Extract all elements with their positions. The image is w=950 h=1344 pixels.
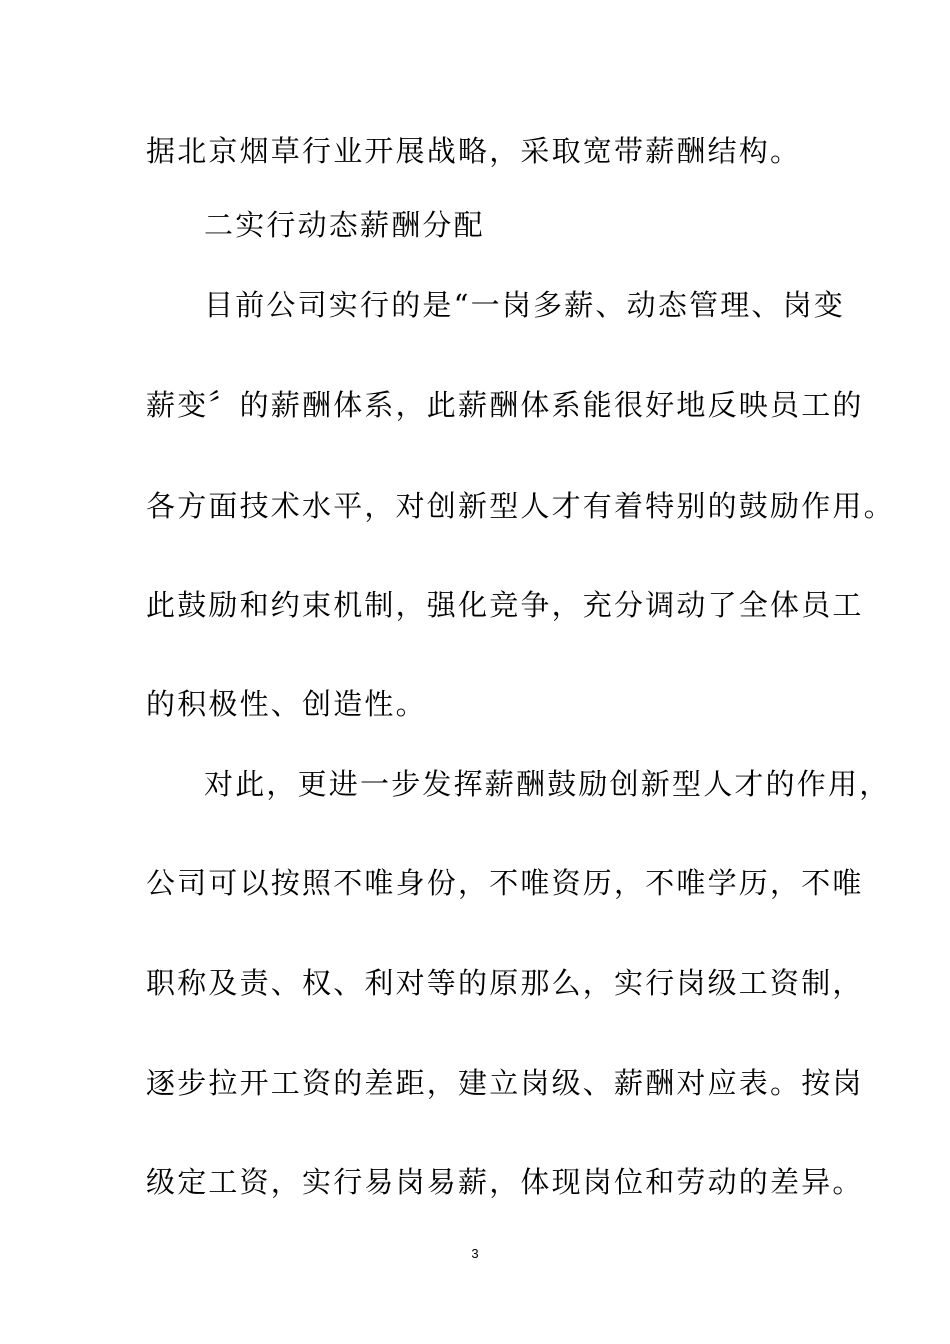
section-heading: 二实行动态薪酬分配: [204, 208, 485, 242]
text-line-12: 级定工资，实行易岗易薪，体现岗位和劳动的差异。: [146, 1165, 864, 1199]
text-line-3: 目前公司实行的是“一岗多薪、动态管理、岗变: [204, 288, 846, 322]
text-line-7: 的积极性、创造性。: [146, 687, 427, 721]
text-line-8: 对此，更进一步发挥薪酬鼓励创新型人才的作用，: [204, 767, 891, 801]
text-line-5: 各方面技术水平，对创新型人才有着特别的鼓励作用。: [146, 489, 895, 523]
text-line-1: 据北京烟草行业开展战略，采取宽带薪酬结构。: [146, 134, 802, 168]
text-line-6: 此鼓励和约束机制，强化竞争，充分调动了全体员工: [146, 588, 864, 622]
page-number: 3: [471, 1246, 479, 1261]
text-line-4: 薪变〞的薪酬体系，此薪酬体系能很好地反映员工的: [146, 388, 864, 422]
text-line-10: 职称及责、权、利对等的原那么，实行岗级工资制，: [146, 966, 864, 1000]
text-line-11: 逐步拉开工资的差距，建立岗级、薪酬对应表。按岗: [146, 1066, 864, 1100]
text-line-9: 公司可以按照不唯身份，不唯资历，不唯学历，不唯: [146, 866, 864, 900]
